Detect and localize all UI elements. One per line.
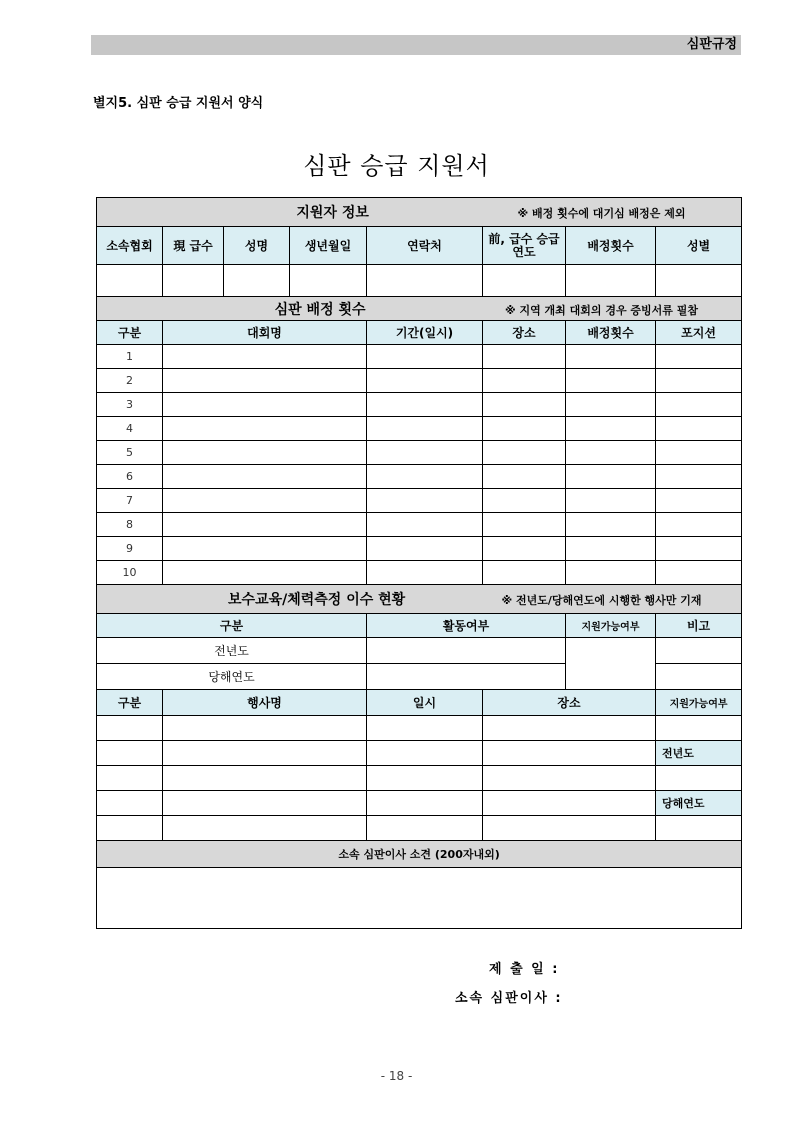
- events-row: [97, 741, 742, 766]
- side-label: 전년도: [656, 741, 742, 766]
- column-header: 구분: [97, 321, 163, 345]
- form-cell[interactable]: [483, 465, 566, 489]
- form-cell[interactable]: [566, 561, 656, 585]
- column-header: 前, 급수 승급연도: [483, 227, 566, 265]
- form-cell[interactable]: [367, 369, 483, 393]
- form-cell[interactable]: [656, 369, 742, 393]
- form-cell[interactable]: [483, 265, 566, 297]
- section-opinion: [97, 841, 742, 868]
- section-title: 소속 심판이사 소견 (200자내외): [97, 841, 742, 868]
- column-header: 장소: [483, 321, 566, 345]
- column-header: 기간(일시): [367, 321, 483, 345]
- form-cell[interactable]: [656, 816, 742, 841]
- form-cell[interactable]: [656, 489, 742, 513]
- section-note: ※ 지역 개최 대회의 경우 증빙서류 필참: [504, 303, 699, 317]
- assignment-row: [97, 369, 742, 393]
- form-cell[interactable]: [483, 489, 566, 513]
- form-cell[interactable]: [566, 265, 656, 297]
- form-cell[interactable]: [483, 816, 656, 841]
- header-bar: [91, 35, 741, 55]
- column-header: 포지션: [656, 321, 742, 345]
- opinion-box[interactable]: [97, 868, 742, 929]
- form-cell[interactable]: [656, 417, 742, 441]
- form-cell[interactable]: [367, 741, 483, 766]
- column-header: 소속협회: [97, 227, 163, 265]
- form-cell[interactable]: [656, 441, 742, 465]
- form-cell[interactable]: [656, 393, 742, 417]
- column-header: 성별: [656, 227, 742, 265]
- column-header: 생년월일: [290, 227, 367, 265]
- row-number: 10: [97, 561, 163, 585]
- submit-date-label: 제 출 일 :: [489, 962, 560, 977]
- page-number: - 18 -: [380, 1069, 413, 1083]
- form-cell[interactable]: [566, 489, 656, 513]
- row-number: 8: [97, 513, 163, 537]
- form-cell[interactable]: [483, 441, 566, 465]
- form-cell[interactable]: [656, 664, 742, 690]
- column-header: 구분: [97, 690, 163, 716]
- section-title: 지원자 정보: [296, 205, 369, 221]
- form-cell[interactable]: [97, 791, 163, 816]
- assignment-row: [97, 537, 742, 561]
- applicant-input-row[interactable]: [97, 265, 742, 297]
- form-cell[interactable]: [367, 513, 483, 537]
- column-header: 성명: [224, 227, 290, 265]
- row-number: 3: [97, 393, 163, 417]
- column-header: 배정횟수: [566, 321, 656, 345]
- form-cell[interactable]: [163, 393, 367, 417]
- form-cell[interactable]: [367, 664, 566, 690]
- form-cell[interactable]: [97, 265, 163, 297]
- form-cell[interactable]: [367, 465, 483, 489]
- column-header: 지원가능여부: [656, 690, 742, 716]
- form-cell[interactable]: [163, 537, 367, 561]
- education-row: [97, 638, 742, 664]
- form-cell[interactable]: [97, 816, 163, 841]
- section-note: ※ 배정 횟수에 대기심 배정은 제외: [517, 207, 686, 220]
- form-cell[interactable]: [566, 465, 656, 489]
- form-cell[interactable]: [656, 465, 742, 489]
- form-cell[interactable]: [367, 716, 483, 741]
- form-cell[interactable]: [566, 345, 656, 369]
- assignment-row: [97, 345, 742, 369]
- form-cell[interactable]: [163, 741, 367, 766]
- form-cell[interactable]: [483, 766, 656, 791]
- events-header-row: [97, 690, 742, 716]
- form-cell[interactable]: [163, 369, 367, 393]
- form-cell[interactable]: [97, 766, 163, 791]
- column-header: 행사명: [163, 690, 367, 716]
- form-cell[interactable]: [656, 638, 742, 664]
- row-number: 6: [97, 465, 163, 489]
- form-cell[interactable]: [163, 265, 224, 297]
- header-category: 심판규정: [686, 37, 737, 52]
- row-number: 5: [97, 441, 163, 465]
- form-cell[interactable]: [163, 465, 367, 489]
- row-number: 7: [97, 489, 163, 513]
- form-cell[interactable]: [483, 741, 656, 766]
- form-cell[interactable]: [483, 791, 656, 816]
- form-cell[interactable]: [566, 417, 656, 441]
- column-header: 연락처: [367, 227, 483, 265]
- form-cell[interactable]: [163, 716, 367, 741]
- column-header: 대회명: [163, 321, 367, 345]
- form-cell[interactable]: [367, 489, 483, 513]
- column-header: 지원가능여부: [566, 614, 656, 638]
- column-header: 비고: [656, 614, 742, 638]
- column-header: 활동여부: [367, 614, 566, 638]
- form-cell[interactable]: [163, 417, 367, 441]
- form-cell[interactable]: [367, 791, 483, 816]
- section-note: ※ 전년도/당해연도에 시행한 행사만 기재: [501, 594, 702, 607]
- form-cell[interactable]: [367, 345, 483, 369]
- application-form: [96, 197, 742, 929]
- form-cell[interactable]: [656, 537, 742, 561]
- section-assignments: [97, 297, 742, 321]
- form-cell[interactable]: [367, 561, 483, 585]
- form-cell[interactable]: [483, 716, 656, 741]
- form-cell[interactable]: [163, 489, 367, 513]
- section-applicant: [97, 198, 742, 227]
- form-cell[interactable]: [483, 561, 566, 585]
- row-number: 9: [97, 537, 163, 561]
- form-cell[interactable]: [367, 816, 483, 841]
- column-header: 구분: [97, 614, 367, 638]
- form-cell[interactable]: [566, 638, 656, 690]
- form-cell[interactable]: [566, 441, 656, 465]
- form-cell[interactable]: [367, 417, 483, 441]
- form-cell[interactable]: [367, 537, 483, 561]
- form-cell[interactable]: [566, 513, 656, 537]
- form-cell[interactable]: [367, 441, 483, 465]
- form-cell[interactable]: [97, 741, 163, 766]
- form-cell[interactable]: [656, 345, 742, 369]
- form-cell[interactable]: [656, 561, 742, 585]
- assignment-row: [97, 393, 742, 417]
- row-number: 2: [97, 369, 163, 393]
- column-header: 일시: [367, 690, 483, 716]
- events-row: [97, 791, 742, 816]
- column-header: 배정횟수: [566, 227, 656, 265]
- section-title: 심판 배정 횟수: [274, 301, 366, 318]
- education-header-row: [97, 614, 742, 638]
- form-cell[interactable]: [656, 513, 742, 537]
- events-row: [97, 766, 742, 791]
- section-education: [97, 585, 742, 614]
- form-cell[interactable]: [656, 716, 742, 741]
- assignment-row: [97, 489, 742, 513]
- row-label: 전년도: [97, 638, 367, 664]
- assignment-row: [97, 465, 742, 489]
- applicant-header-row: [97, 227, 742, 265]
- opinion-text-area[interactable]: [97, 868, 742, 929]
- form-cell[interactable]: [367, 638, 566, 664]
- row-number: 1: [97, 345, 163, 369]
- document-title: 심판 승급 지원서: [303, 152, 490, 180]
- form-cell[interactable]: [656, 265, 742, 297]
- submit-director-label: 소속 심판이사 :: [455, 991, 563, 1006]
- events-row: [97, 716, 742, 741]
- form-cell[interactable]: [97, 716, 163, 741]
- form-cell[interactable]: [483, 417, 566, 441]
- column-header: 現 급수: [163, 227, 224, 265]
- form-cell[interactable]: [163, 766, 367, 791]
- form-cell[interactable]: [656, 766, 742, 791]
- assignment-row: [97, 513, 742, 537]
- events-row: [97, 816, 742, 841]
- column-header: 장소: [483, 690, 656, 716]
- form-cell[interactable]: [163, 791, 367, 816]
- form-cell[interactable]: [566, 393, 656, 417]
- form-cell[interactable]: [367, 393, 483, 417]
- row-label: 당해연도: [97, 664, 367, 690]
- form-cell[interactable]: [483, 345, 566, 369]
- form-cell[interactable]: [163, 561, 367, 585]
- assignment-row: [97, 417, 742, 441]
- form-cell[interactable]: [224, 265, 290, 297]
- form-cell[interactable]: [483, 393, 566, 417]
- form-cell[interactable]: [367, 265, 483, 297]
- form-cell[interactable]: [483, 369, 566, 393]
- assignments-header-row: [97, 321, 742, 345]
- form-cell[interactable]: [290, 265, 367, 297]
- form-cell[interactable]: [566, 537, 656, 561]
- row-number: 4: [97, 417, 163, 441]
- assignment-row: [97, 561, 742, 585]
- section-title: 보수교육/체력측정 이수 현황: [228, 592, 406, 608]
- form-cell[interactable]: [163, 816, 367, 841]
- form-cell[interactable]: [367, 766, 483, 791]
- form-cell[interactable]: [566, 369, 656, 393]
- form-cell[interactable]: [483, 537, 566, 561]
- form-cell[interactable]: [163, 441, 367, 465]
- assignment-row: [97, 441, 742, 465]
- document-label: 별지5. 심판 승급 지원서 양식: [93, 96, 264, 111]
- form-cell[interactable]: [163, 345, 367, 369]
- form-cell[interactable]: [483, 513, 566, 537]
- form-cell[interactable]: [163, 513, 367, 537]
- side-label: 당해연도: [656, 791, 742, 816]
